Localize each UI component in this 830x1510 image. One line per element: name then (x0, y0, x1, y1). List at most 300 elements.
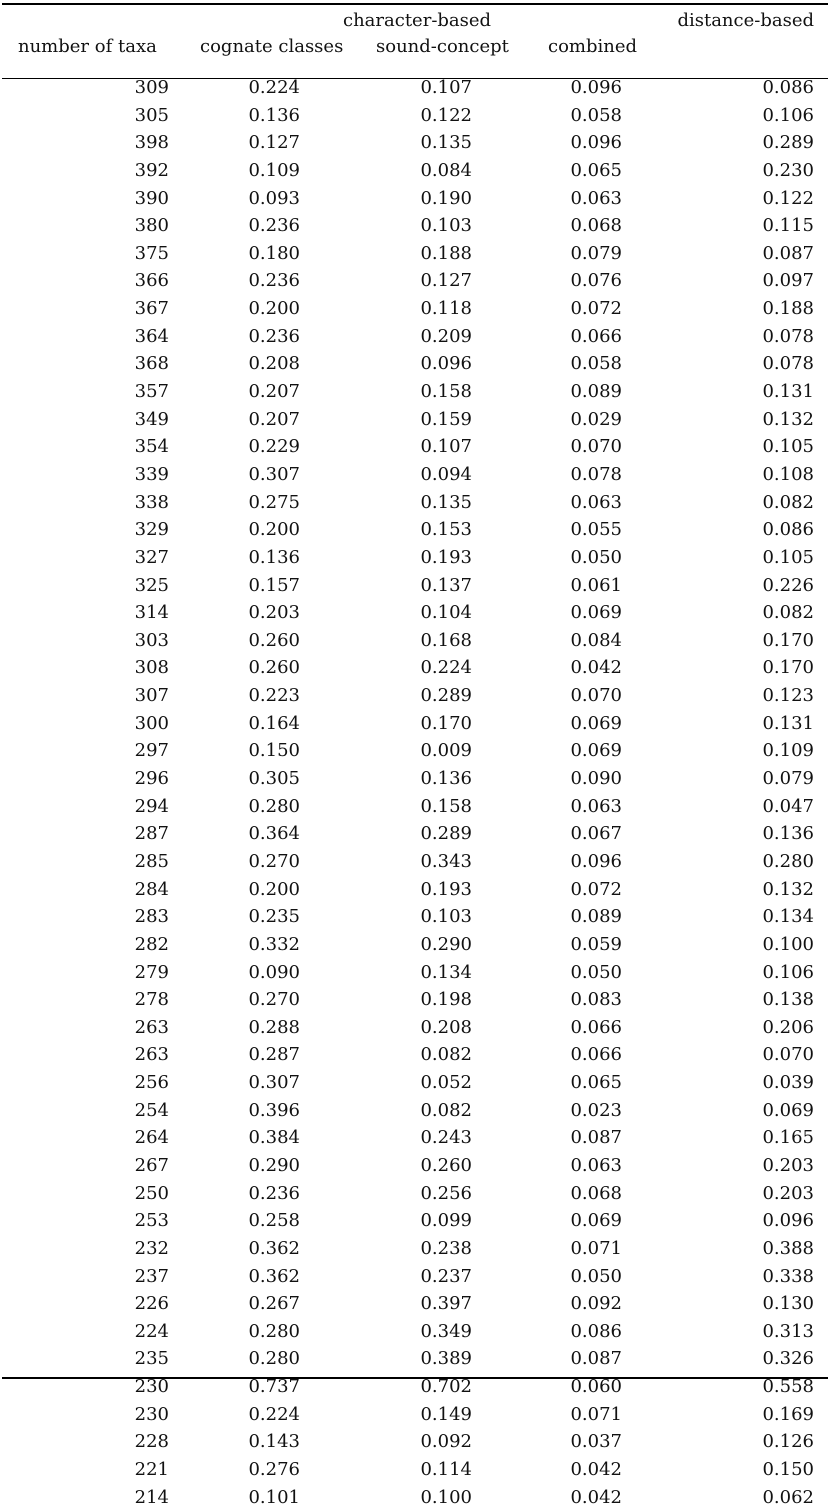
cell-taxa: 226 (134, 1293, 169, 1315)
cell-taxa: 375 (134, 242, 169, 264)
table-row (0, 764, 830, 792)
cell-cognate: 0.280 (248, 795, 300, 817)
cell-distance: 0.105 (762, 436, 814, 458)
cell-taxa: 230 (134, 1376, 169, 1398)
cell-sound: 0.349 (420, 1320, 472, 1342)
cell-sound: 0.158 (420, 795, 472, 817)
cell-distance: 0.150 (762, 1459, 814, 1481)
cell-taxa: 325 (134, 574, 169, 596)
cell-cognate: 0.180 (248, 242, 300, 264)
cell-combined: 0.071 (570, 1403, 622, 1425)
cell-cognate: 0.260 (248, 629, 300, 651)
table-row (0, 1427, 830, 1455)
cell-cognate: 0.200 (248, 298, 300, 320)
cell-taxa: 307 (134, 685, 169, 707)
cell-distance: 0.115 (762, 215, 814, 237)
table-row (0, 1344, 830, 1372)
cell-taxa: 228 (134, 1431, 169, 1453)
cell-taxa: 308 (134, 657, 169, 679)
cell-cognate: 0.364 (248, 823, 300, 845)
cell-distance: 0.106 (762, 104, 814, 126)
table-row (0, 1096, 830, 1124)
cell-combined: 0.089 (570, 381, 622, 403)
cell-distance: 0.558 (762, 1376, 814, 1398)
table-row (0, 792, 830, 820)
cell-combined: 0.083 (570, 989, 622, 1011)
cell-taxa: 237 (134, 1265, 169, 1287)
cell-combined: 0.061 (570, 574, 622, 596)
cell-sound: 0.149 (420, 1403, 472, 1425)
cell-distance: 0.097 (762, 270, 814, 292)
cell-sound: 0.290 (420, 933, 472, 955)
table-row (0, 847, 830, 875)
cell-combined: 0.078 (570, 463, 622, 485)
cell-taxa: 349 (134, 408, 169, 430)
table-body (0, 73, 830, 1510)
table-row (0, 128, 830, 156)
cell-cognate: 0.143 (248, 1431, 300, 1453)
cell-taxa: 338 (134, 491, 169, 513)
cell-distance: 0.096 (762, 1210, 814, 1232)
cell-cognate: 0.093 (248, 187, 300, 209)
cell-taxa: 300 (134, 712, 169, 734)
cell-combined: 0.050 (570, 546, 622, 568)
cell-combined: 0.076 (570, 270, 622, 292)
table-row (0, 515, 830, 543)
cell-cognate: 0.236 (248, 1182, 300, 1204)
cell-combined: 0.087 (570, 1127, 622, 1149)
cell-cognate: 0.109 (248, 159, 300, 181)
cell-sound: 0.135 (420, 132, 472, 154)
table-row (0, 460, 830, 488)
cell-distance: 0.070 (762, 1044, 814, 1066)
cell-sound: 0.238 (420, 1237, 472, 1259)
cell-sound: 0.159 (420, 408, 472, 430)
header-sound-concept: sound-concept (376, 36, 509, 57)
table-row (0, 709, 830, 737)
cell-distance: 0.087 (762, 242, 814, 264)
cell-taxa: 339 (134, 463, 169, 485)
table-row (0, 1206, 830, 1234)
cell-taxa: 267 (134, 1154, 169, 1176)
cell-combined: 0.066 (570, 1044, 622, 1066)
table-row (0, 1013, 830, 1041)
cell-distance: 0.170 (762, 629, 814, 651)
cell-taxa: 294 (134, 795, 169, 817)
header-cognate-classes: cognate classes (200, 36, 344, 57)
cell-distance: 0.132 (762, 878, 814, 900)
cell-sound: 0.118 (420, 298, 472, 320)
cell-taxa: 254 (134, 1099, 169, 1121)
table-row (0, 543, 830, 571)
cell-cognate: 0.157 (248, 574, 300, 596)
cell-taxa: 264 (134, 1127, 169, 1149)
cell-cognate: 0.207 (248, 381, 300, 403)
cell-combined: 0.087 (570, 1348, 622, 1370)
cell-combined: 0.092 (570, 1293, 622, 1315)
cell-sound: 0.094 (420, 463, 472, 485)
cell-sound: 0.096 (420, 353, 472, 375)
cell-sound: 0.397 (420, 1293, 472, 1315)
cell-distance: 0.170 (762, 657, 814, 679)
cell-distance: 0.130 (762, 1293, 814, 1315)
cell-taxa: 282 (134, 933, 169, 955)
header-number-of-taxa: number of taxa (18, 36, 157, 57)
cell-cognate: 0.236 (248, 270, 300, 292)
cell-sound: 0.107 (420, 77, 472, 98)
cell-cognate: 0.224 (248, 77, 300, 98)
cell-combined: 0.029 (570, 408, 622, 430)
cell-taxa: 329 (134, 519, 169, 541)
cell-sound: 0.134 (420, 961, 472, 983)
cell-cognate: 0.090 (248, 961, 300, 983)
table-row (0, 1483, 830, 1510)
table-row (0, 1234, 830, 1262)
table-row (0, 239, 830, 267)
cell-combined: 0.037 (570, 1431, 622, 1453)
cell-combined: 0.069 (570, 740, 622, 762)
cell-distance: 0.126 (762, 1431, 814, 1453)
cell-taxa: 263 (134, 1044, 169, 1066)
cell-combined: 0.072 (570, 298, 622, 320)
table-row (0, 1151, 830, 1179)
cell-cognate: 0.229 (248, 436, 300, 458)
cell-combined: 0.070 (570, 436, 622, 458)
table-row (0, 322, 830, 350)
cell-combined: 0.065 (570, 159, 622, 181)
cell-combined: 0.069 (570, 712, 622, 734)
cell-combined: 0.069 (570, 602, 622, 624)
table-row (0, 1289, 830, 1317)
bottom-rule (2, 1377, 828, 1379)
header-combined: combined (548, 36, 638, 57)
cell-cognate: 0.101 (248, 1486, 300, 1508)
cell-sound: 0.099 (420, 1210, 472, 1232)
cell-distance: 0.069 (762, 1099, 814, 1121)
cell-taxa: 380 (134, 215, 169, 237)
cell-sound: 0.009 (420, 740, 472, 762)
cell-distance: 0.082 (762, 602, 814, 624)
cell-taxa: 297 (134, 740, 169, 762)
cell-taxa: 284 (134, 878, 169, 900)
cell-taxa: 303 (134, 629, 169, 651)
cell-combined: 0.058 (570, 104, 622, 126)
cell-sound: 0.100 (420, 1486, 472, 1508)
cell-sound: 0.702 (420, 1376, 472, 1398)
table-row (0, 377, 830, 405)
cell-distance: 0.123 (762, 685, 814, 707)
cell-distance: 0.188 (762, 298, 814, 320)
table-row (0, 598, 830, 626)
cell-distance: 0.280 (762, 850, 814, 872)
cell-distance: 0.230 (762, 159, 814, 181)
cell-sound: 0.104 (420, 602, 472, 624)
table-row (0, 294, 830, 322)
cell-cognate: 0.207 (248, 408, 300, 430)
cell-distance: 0.086 (762, 519, 814, 541)
cell-cognate: 0.224 (248, 1403, 300, 1425)
cell-cognate: 0.287 (248, 1044, 300, 1066)
cell-combined: 0.055 (570, 519, 622, 541)
table-row (0, 101, 830, 129)
cell-sound: 0.135 (420, 491, 472, 513)
cell-cognate: 0.280 (248, 1320, 300, 1342)
cell-distance: 0.131 (762, 381, 814, 403)
cell-taxa: 256 (134, 1072, 169, 1094)
cell-sound: 0.082 (420, 1044, 472, 1066)
cell-cognate: 0.200 (248, 519, 300, 541)
cell-distance: 0.134 (762, 906, 814, 928)
cell-taxa: 279 (134, 961, 169, 983)
cell-cognate: 0.307 (248, 463, 300, 485)
cell-combined: 0.079 (570, 242, 622, 264)
cell-cognate: 0.236 (248, 215, 300, 237)
cell-taxa: 314 (134, 602, 169, 624)
cell-sound: 0.137 (420, 574, 472, 596)
table-row (0, 432, 830, 460)
cell-sound: 0.168 (420, 629, 472, 651)
cell-combined: 0.042 (570, 657, 622, 679)
cell-sound: 0.198 (420, 989, 472, 1011)
cell-cognate: 0.236 (248, 325, 300, 347)
table-row (0, 681, 830, 709)
cell-cognate: 0.737 (248, 1376, 300, 1398)
cell-sound: 0.153 (420, 519, 472, 541)
cell-cognate: 0.275 (248, 491, 300, 513)
cell-combined: 0.063 (570, 795, 622, 817)
cell-sound: 0.209 (420, 325, 472, 347)
cell-combined: 0.042 (570, 1459, 622, 1481)
cell-cognate: 0.362 (248, 1265, 300, 1287)
cell-sound: 0.082 (420, 1099, 472, 1121)
table-row (0, 73, 830, 101)
header-character-based: character-based (343, 10, 492, 31)
cell-taxa: 230 (134, 1403, 169, 1425)
cell-taxa: 214 (134, 1486, 169, 1508)
cell-taxa: 253 (134, 1210, 169, 1232)
cell-taxa: 235 (134, 1348, 169, 1370)
table-row (0, 930, 830, 958)
cell-sound: 0.136 (420, 768, 472, 790)
cell-taxa: 327 (134, 546, 169, 568)
cell-taxa: 368 (134, 353, 169, 375)
cell-sound: 0.237 (420, 1265, 472, 1287)
cell-distance: 0.226 (762, 574, 814, 596)
cell-taxa: 305 (134, 104, 169, 126)
cell-cognate: 0.235 (248, 906, 300, 928)
cell-taxa: 364 (134, 325, 169, 347)
cell-sound: 0.103 (420, 906, 472, 928)
cell-sound: 0.103 (420, 215, 472, 237)
cell-distance: 0.289 (762, 132, 814, 154)
cell-taxa: 366 (134, 270, 169, 292)
cell-combined: 0.068 (570, 215, 622, 237)
cell-taxa: 309 (134, 77, 169, 98)
cell-sound: 0.158 (420, 381, 472, 403)
cell-taxa: 357 (134, 381, 169, 403)
cell-combined: 0.096 (570, 850, 622, 872)
cell-cognate: 0.258 (248, 1210, 300, 1232)
table-row (0, 985, 830, 1013)
cell-combined: 0.072 (570, 878, 622, 900)
header-distance-based: distance-based (677, 10, 814, 31)
cell-taxa: 287 (134, 823, 169, 845)
top-rule (2, 3, 828, 5)
cell-combined: 0.058 (570, 353, 622, 375)
cell-taxa: 224 (134, 1320, 169, 1342)
table-row (0, 488, 830, 516)
cell-distance: 0.109 (762, 740, 814, 762)
cell-distance: 0.062 (762, 1486, 814, 1508)
cell-cognate: 0.332 (248, 933, 300, 955)
cell-combined: 0.063 (570, 491, 622, 513)
cell-cognate: 0.200 (248, 878, 300, 900)
table-row (0, 653, 830, 681)
cell-sound: 0.052 (420, 1072, 472, 1094)
cell-cognate: 0.164 (248, 712, 300, 734)
cell-cognate: 0.290 (248, 1154, 300, 1176)
cell-sound: 0.127 (420, 270, 472, 292)
cell-combined: 0.060 (570, 1376, 622, 1398)
table-row (0, 184, 830, 212)
cell-cognate: 0.150 (248, 740, 300, 762)
cell-distance: 0.100 (762, 933, 814, 955)
cell-distance: 0.047 (762, 795, 814, 817)
cell-combined: 0.086 (570, 1320, 622, 1342)
table-row (0, 1179, 830, 1207)
table-row (0, 958, 830, 986)
cell-distance: 0.132 (762, 408, 814, 430)
cell-combined: 0.042 (570, 1486, 622, 1508)
cell-cognate: 0.276 (248, 1459, 300, 1481)
cell-taxa: 390 (134, 187, 169, 209)
cell-distance: 0.105 (762, 546, 814, 568)
cell-combined: 0.089 (570, 906, 622, 928)
cell-sound: 0.289 (420, 685, 472, 707)
cell-sound: 0.122 (420, 104, 472, 126)
cell-combined: 0.070 (570, 685, 622, 707)
cell-sound: 0.243 (420, 1127, 472, 1149)
table-row (0, 1262, 830, 1290)
cell-distance: 0.326 (762, 1348, 814, 1370)
cell-distance: 0.106 (762, 961, 814, 983)
cell-combined: 0.065 (570, 1072, 622, 1094)
cell-cognate: 0.203 (248, 602, 300, 624)
cell-taxa: 278 (134, 989, 169, 1011)
cell-sound: 0.289 (420, 823, 472, 845)
cell-taxa: 263 (134, 1016, 169, 1038)
cell-sound: 0.389 (420, 1348, 472, 1370)
table-row (0, 405, 830, 433)
table-row (0, 736, 830, 764)
cell-cognate: 0.267 (248, 1293, 300, 1315)
cell-combined: 0.084 (570, 629, 622, 651)
cell-combined: 0.059 (570, 933, 622, 955)
cell-taxa: 296 (134, 768, 169, 790)
cell-sound: 0.188 (420, 242, 472, 264)
cell-combined: 0.050 (570, 961, 622, 983)
table-row (0, 1123, 830, 1151)
cell-combined: 0.050 (570, 1265, 622, 1287)
cell-taxa: 285 (134, 850, 169, 872)
cell-sound: 0.084 (420, 159, 472, 181)
cell-cognate: 0.136 (248, 546, 300, 568)
cell-distance: 0.203 (762, 1154, 814, 1176)
cell-taxa: 283 (134, 906, 169, 928)
table-row (0, 1040, 830, 1068)
cell-distance: 0.165 (762, 1127, 814, 1149)
cell-cognate: 0.307 (248, 1072, 300, 1094)
cell-sound: 0.260 (420, 1154, 472, 1176)
cell-distance: 0.313 (762, 1320, 814, 1342)
cell-cognate: 0.136 (248, 104, 300, 126)
cell-combined: 0.063 (570, 1154, 622, 1176)
table-row (0, 211, 830, 239)
cell-cognate: 0.288 (248, 1016, 300, 1038)
cell-cognate: 0.396 (248, 1099, 300, 1121)
cell-taxa: 250 (134, 1182, 169, 1204)
cell-distance: 0.039 (762, 1072, 814, 1094)
cell-sound: 0.256 (420, 1182, 472, 1204)
cell-sound: 0.208 (420, 1016, 472, 1038)
cell-sound: 0.190 (420, 187, 472, 209)
cell-cognate: 0.305 (248, 768, 300, 790)
cell-combined: 0.063 (570, 187, 622, 209)
table-row (0, 571, 830, 599)
cell-taxa: 221 (134, 1459, 169, 1481)
table-row (0, 902, 830, 930)
table-row (0, 1068, 830, 1096)
table-row (0, 819, 830, 847)
cell-sound: 0.193 (420, 878, 472, 900)
cell-distance: 0.338 (762, 1265, 814, 1287)
cell-sound: 0.114 (420, 1459, 472, 1481)
cell-cognate: 0.270 (248, 989, 300, 1011)
cell-distance: 0.206 (762, 1016, 814, 1038)
cell-cognate: 0.384 (248, 1127, 300, 1149)
table-row (0, 1317, 830, 1345)
cell-sound: 0.107 (420, 436, 472, 458)
cell-combined: 0.068 (570, 1182, 622, 1204)
cell-distance: 0.086 (762, 77, 814, 98)
table-row (0, 626, 830, 654)
cell-distance: 0.079 (762, 768, 814, 790)
cell-cognate: 0.280 (248, 1348, 300, 1370)
cell-sound: 0.170 (420, 712, 472, 734)
cell-cognate: 0.260 (248, 657, 300, 679)
cell-distance: 0.131 (762, 712, 814, 734)
cell-sound: 0.343 (420, 850, 472, 872)
table-row (0, 349, 830, 377)
cell-taxa: 354 (134, 436, 169, 458)
table-row (0, 1400, 830, 1428)
table-row (0, 875, 830, 903)
table-row (0, 1455, 830, 1483)
cell-taxa: 398 (134, 132, 169, 154)
cell-combined: 0.023 (570, 1099, 622, 1121)
cell-cognate: 0.223 (248, 685, 300, 707)
cell-sound: 0.092 (420, 1431, 472, 1453)
cell-distance: 0.388 (762, 1237, 814, 1259)
cell-taxa: 392 (134, 159, 169, 181)
cell-combined: 0.090 (570, 768, 622, 790)
cell-distance: 0.136 (762, 823, 814, 845)
cell-distance: 0.078 (762, 325, 814, 347)
cell-cognate: 0.362 (248, 1237, 300, 1259)
cell-distance: 0.138 (762, 989, 814, 1011)
cell-cognate: 0.208 (248, 353, 300, 375)
cell-taxa: 367 (134, 298, 169, 320)
